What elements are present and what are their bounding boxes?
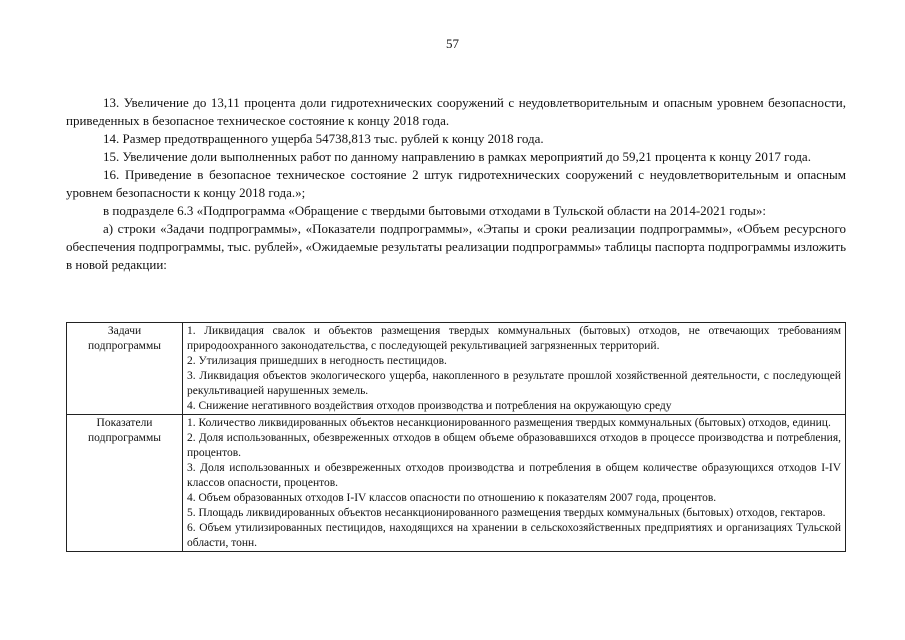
body-text (66, 94, 846, 274)
paragraph-rows-instruction: а) строки «Задачи подпрограммы», «Показатели подпрограммы», «Этапы и сроки реализации подпрограммы», «Объем ресурсного обеспечения подпрограммы, тыс. рублей», «Ожидаемые результаты реализации подпрограммы» таблицы паспорта подпрограммы изложить в новой редакции: (66, 221, 846, 272)
passport-table (66, 322, 846, 552)
indicators-item: 6. Объем утилизированных пестицидов, находящихся на хранении в сельскохозяйственных предприятиях и организациях Тульской области, тонн. (187, 522, 841, 549)
tasks-item: 3. Ликвидация объектов экологического ущерба, накопленного в результате прошлой хозяйственной деятельности, с последующей рекультивацией нарушенных земель. (187, 370, 841, 397)
paragraph-item-16: 16. Приведение в безопасное техническое состояние 2 штук гидротехнических сооружений с неудовлетворительным и опасным уровнем безопасности к концу 2018 года.»; (66, 167, 846, 200)
paragraph-item-15: 15. Увеличение доли выполненных работ по данному направлению в рамках мероприятий до 59,21 процента к концу 2017 года. (103, 149, 811, 164)
tasks-content-cell (183, 323, 846, 415)
page-number: 57 (446, 36, 459, 51)
indicators-item: 2. Доля использованных, обезвреженных отходов в общем объеме образовавшихся отходов в процессе производства и потребления, процентов. (187, 432, 841, 459)
tasks-item: 4. Снижение негативного воздействия отходов производства и потребления на окружающую среду (187, 400, 672, 412)
paragraph-subsection-intro: в подразделе 6.3 «Подпрограмма «Обращение с твердыми бытовыми отходами в Тульской области на 2014-2021 годы»: (103, 203, 766, 218)
tasks-item: 1. Ликвидация свалок и объектов размещения твердых коммунальных (бытовых) отходов, не отвечающих требованиям природоохранного законодательства, с последующей рекультивацией загрязненных территорий. (187, 325, 841, 352)
table-row-indicators (67, 415, 846, 552)
paragraph-item-14: 14. Размер предотвращенного ущерба 54738,813 тыс. рублей к концу 2018 года. (103, 131, 544, 146)
paragraph-item-13: 13. Увеличение до 13,11 процента доли гидротехнических сооружений с неудовлетворительным и опасным уровнем безопасности, приведенных в безопасное техническое состояние к концу 2018 года. (66, 95, 846, 128)
indicators-content-cell (183, 415, 846, 552)
indicators-label-cell: Показатели подпрограммы (67, 415, 183, 552)
tasks-item: 2. Утилизация пришедших в негодность пестицидов. (187, 355, 447, 367)
indicators-item: 4. Объем образованных отходов I-IV классов опасности по отношению к показателям 2007 года, процентов. (187, 492, 717, 504)
indicators-item: 1. Количество ликвидированных объектов несанкционированного размещения твердых коммунальных (бытовых) отходов, единиц. (187, 417, 831, 429)
table-row-tasks (67, 323, 846, 415)
indicators-item: 3. Доля использованных и обезвреженных отходов производства и потребления в общем количестве образующихся отходов I-IV классов опасности, процентов. (187, 462, 841, 489)
tasks-label-cell: Задачи подпрограммы (67, 323, 183, 415)
indicators-item: 5. Площадь ликвидированных объектов несанкционированного размещения твердых коммунальных (бытовых) отходов, гектаров. (187, 507, 826, 519)
